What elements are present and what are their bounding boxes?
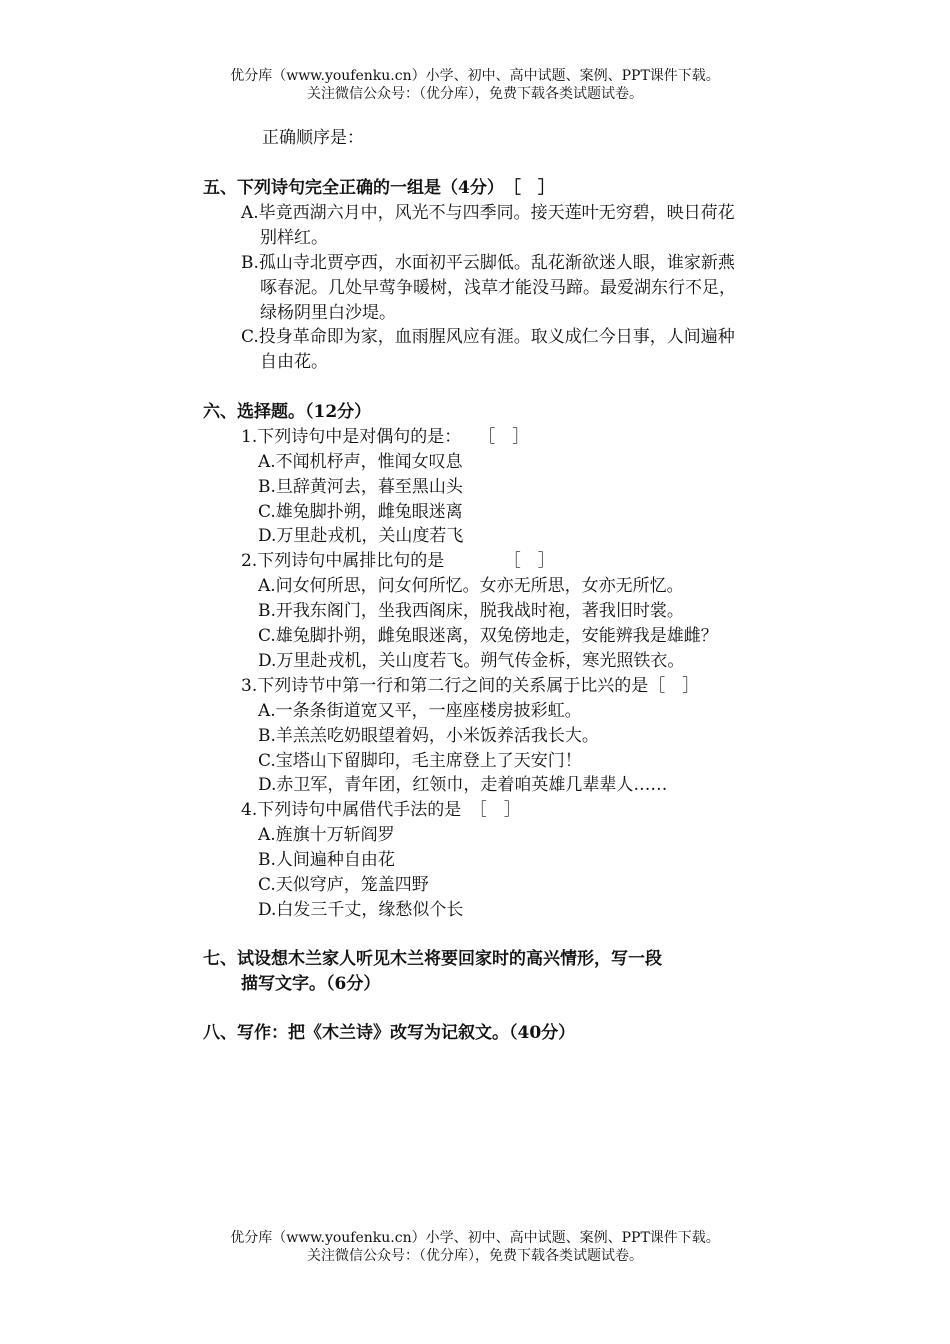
question-3-option-a: A.一条条街道宽又平，一座座楼房披彩虹。 bbox=[258, 701, 582, 721]
order-label: 正确顺序是： bbox=[262, 128, 364, 148]
section-6-title: 六、选择题。（12分） bbox=[203, 402, 372, 422]
question-3-option-c: C.宝塔山下留脚印，毛主席登上了天安门！ bbox=[258, 751, 582, 771]
section-5-option-a-line-1: A.毕竟西湖六月中，风光不与四季同。接天莲叶无穷碧，映日荷花 bbox=[241, 203, 735, 223]
question-4-option-a: A.旌旗十万斩阎罗 bbox=[258, 825, 395, 845]
question-2-option-c: C.雄兔脚扑朔，雌兔眼迷离，双兔傍地走，安能辨我是雄雌？ bbox=[258, 626, 718, 646]
page-header-line-1: 优分库（www.youfenku.cn）小学、初中、高中试题、案例、PPT课件下载。 bbox=[230, 68, 720, 84]
section-8-title: 八、写作：把《木兰诗》改写为记叙文。（40分） bbox=[203, 1023, 576, 1043]
question-4-option-b: B.人间遍种自由花 bbox=[258, 850, 395, 870]
page-footer-line-1: 优分库（www.youfenku.cn）小学、初中、高中试题、案例、PPT课件下载。 bbox=[230, 1230, 720, 1246]
section-5-option-b-line-3: 绿杨阴里白沙堤。 bbox=[260, 303, 396, 323]
section-5-option-c-line-2: 自由花。 bbox=[260, 352, 328, 372]
question-1-stem: 1.下列诗句中是对偶句的是： ［ ］ bbox=[241, 427, 530, 447]
section-7-title-line-2: 描写文字。（6分） bbox=[241, 974, 381, 994]
section-7-title-line-1: 七、试设想木兰家人听见木兰将要回家时的高兴情形，写一段 bbox=[203, 949, 662, 969]
section-5-option-a-line-2: 别样红。 bbox=[260, 228, 328, 248]
question-2-option-d: D.万里赴戎机，关山度若飞。朔气传金柝，寒光照铁衣。 bbox=[258, 651, 685, 671]
question-2-option-a: A.问女何所思，问女何所忆。女亦无所思，女亦无所忆。 bbox=[258, 576, 684, 596]
question-2-option-b: B.开我东阁门，坐我西阁床，脱我战时袍，著我旧时裳。 bbox=[258, 601, 684, 621]
section-5-option-b-line-2: 啄春泥。几处早莺争暖树，浅草才能没马蹄。最爱湖东行不足， bbox=[260, 278, 736, 298]
question-4-option-c: C.天似穹庐，笼盖四野 bbox=[258, 875, 429, 895]
section-5-title: 五、下列诗句完全正确的一组是（4分） ［ ］ bbox=[203, 178, 555, 198]
question-1-option-a: A.不闻机杼声，惟闻女叹息 bbox=[258, 452, 463, 472]
page-header-line-2: 关注微信公众号：（优分库），免费下载各类试题试卷。 bbox=[307, 86, 643, 102]
question-3-option-d: D.赤卫军，青年团，红领巾，走着咱英雄几辈辈人…… bbox=[258, 775, 668, 795]
section-5-option-c-line-1: C.投身革命即为家，血雨腥风应有涯。取义成仁今日事，人间遍种 bbox=[241, 327, 735, 347]
question-1-option-c: C.雄兔脚扑朔，雌兔眼迷离 bbox=[258, 502, 463, 522]
question-4-option-d: D.白发三千丈，缘愁似个长 bbox=[258, 900, 464, 920]
question-1-option-b: B.旦辞黄河去，暮至黑山头 bbox=[258, 477, 463, 497]
question-2-stem: 2.下列诗句中属排比句的是 ［ ］ bbox=[241, 551, 555, 571]
question-3-option-b: B.羊羔羔吃奶眼望着妈，小米饭养活我长大。 bbox=[258, 726, 599, 746]
question-3-stem: 3.下列诗节中第一行和第二行之间的关系属于比兴的是［ ］ bbox=[241, 676, 700, 696]
page-footer-line-2: 关注微信公众号：（优分库），免费下载各类试题试卷。 bbox=[307, 1248, 643, 1264]
question-1-option-d: D.万里赴戎机，关山度若飞 bbox=[258, 526, 464, 546]
section-5-option-b-line-1: B.孤山寺北贾亭西，水面初平云脚低。乱花渐欲迷人眼，谁家新燕 bbox=[241, 253, 735, 273]
question-4-stem: 4.下列诗句中属借代手法的是 ［ ］ bbox=[241, 800, 521, 820]
